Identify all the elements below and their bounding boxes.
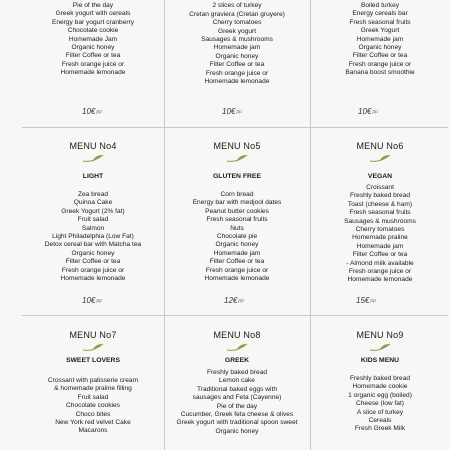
menu-item: Zea bread <box>77 191 109 198</box>
leaf-ornament-icon <box>368 153 392 163</box>
menu-item: Boiled turkey <box>360 2 400 9</box>
menu-item: Fruit salad <box>77 393 109 401</box>
menu-item: - Almond milk available <box>346 259 414 267</box>
menu-item: Fresh orange juice or <box>205 69 269 77</box>
menu-item: Traditional baked eggs with <box>196 385 278 393</box>
menu-item: Chocolate cookie <box>67 27 119 35</box>
price: 15€pp <box>356 296 376 305</box>
menu-card-4 <box>30 141 156 283</box>
menu-item: 2 slices of turkey <box>212 2 262 10</box>
menu-item: Croissant <box>366 184 394 191</box>
menu-item: & homemade praline filling <box>54 385 132 393</box>
menu-item: Cheese (low fat) <box>355 400 404 408</box>
menu-items <box>166 369 308 436</box>
menu-item: Pie of the day <box>216 402 258 410</box>
menu-item: Organic honey <box>215 241 259 249</box>
menu-item: Nuts <box>230 224 244 232</box>
menu-item: Homemade lemonade <box>347 276 413 284</box>
menu-item: Energy bar with medjool dates <box>192 199 282 207</box>
menu-item: Choco bites <box>75 410 111 418</box>
menu-item: Homemade jam <box>356 35 404 43</box>
menu-title: MENU No4 <box>69 141 117 151</box>
menu-items <box>32 2 154 78</box>
menu-item: Filter Coffee or tea <box>352 52 408 60</box>
menu-item: Chocolate pie <box>216 233 258 241</box>
leaf-ornament-icon <box>225 342 249 352</box>
menu-item: Quinoa Cake <box>73 199 113 207</box>
menu-item: Fresh seasonal fruits <box>349 18 411 26</box>
menu-card-9 <box>316 330 444 434</box>
menu-item: Organic honey <box>215 52 259 60</box>
menu-item: Organic honey <box>215 427 259 435</box>
price: 12€pp <box>224 296 244 305</box>
menu-item: Filter Coffee or tea <box>209 61 265 69</box>
column-divider <box>164 0 165 450</box>
menu-item: Fruit salad <box>77 216 109 224</box>
menu-item: Homemade cookie <box>352 383 408 391</box>
menu-title: MENU No8 <box>213 330 261 340</box>
menu-items <box>316 184 444 285</box>
menu-items <box>168 191 306 283</box>
menu-title: MENU No5 <box>213 141 261 151</box>
menu-item: Cereals <box>368 417 392 425</box>
menu-item: Macarons <box>78 427 108 435</box>
menu-item: Energy bar yogurt cranberry <box>51 18 135 26</box>
menu-item: Salmon <box>81 224 105 232</box>
menu-item: Filter Coffee or tea <box>65 258 121 266</box>
menu-item: Corn bread <box>220 191 254 198</box>
row-divider <box>22 127 448 128</box>
menu-item: Energy cereals bar <box>352 10 408 18</box>
menu-item: New York red velvet Cake <box>55 419 131 427</box>
menu-item: Fresh orange juice or <box>205 266 269 274</box>
menu-item: Homemade jam <box>213 44 261 52</box>
leaf-ornament-icon <box>225 153 249 163</box>
menu-item: 1 organic egg (boiled) <box>348 391 412 399</box>
menu-item: Crossant with patisserie cream <box>47 377 139 384</box>
menu-item: Peanut butter cookies <box>205 207 269 215</box>
leaf-ornament-icon <box>81 342 105 352</box>
menu-subtitle: KIDS MENU <box>360 357 400 364</box>
price: 10€pp <box>358 107 378 116</box>
menu-subtitle: SWEET LOVERS <box>65 357 120 364</box>
menu-item: Homemade lemonade <box>204 275 270 283</box>
menu-item: Chocolate cookies <box>66 402 120 410</box>
menu-subtitle: GREEK <box>224 357 250 364</box>
menu-items <box>166 0 308 86</box>
menu-item: Fresh orange juice or <box>348 60 412 68</box>
menu-item: Freshly baked bread <box>349 375 411 382</box>
menu-item: Homemade lemonade <box>60 69 126 77</box>
menu-item: Greek yogurt <box>217 27 257 35</box>
menu-item: Fresh seasonal fruits <box>349 209 411 217</box>
menu-items <box>316 375 444 434</box>
menu-card-7 <box>30 330 156 436</box>
menu-title: MENU No6 <box>356 141 404 151</box>
menu-item: Homemade jam <box>356 242 404 250</box>
menu-item: Greek Yogurt (2% fat) <box>61 207 125 215</box>
menu-card-2 <box>166 0 308 86</box>
menu-card-6 <box>316 141 444 285</box>
menu-item: Cucumber, Greek feta cheese & olives <box>180 411 294 419</box>
menu-items <box>30 377 156 436</box>
menu-card-8 <box>166 330 308 436</box>
menu-item: Filter Coffee or tea <box>209 258 265 266</box>
menu-item: Fresh orange juice or <box>61 60 125 68</box>
menu-items <box>30 191 156 283</box>
menu-item: Lemon cake <box>219 377 255 385</box>
menu-item: Cretan graviera (Cretan gruyere) <box>189 10 285 18</box>
menu-item: Fresh orange juice or <box>61 266 125 274</box>
menu-item: Greek yogurt with cereals <box>55 10 131 18</box>
menu-items <box>316 2 444 78</box>
row-divider <box>22 315 448 316</box>
menu-item: Sausages & mushrooms <box>344 217 416 225</box>
menu-item: Homemade jam <box>213 249 261 257</box>
menu-item: Banana boost smoothie <box>345 69 415 77</box>
menu-item: A slice of turkey <box>356 408 404 416</box>
menu-item: Greek yogurt with traditional spoon sweet <box>176 419 298 427</box>
price: 10€pp <box>82 296 102 305</box>
menu-subtitle: VEGAN <box>367 173 393 180</box>
menu-subtitle: LIGHT <box>82 173 104 180</box>
menu-item: sausages and Feta (Cayenne) <box>192 394 282 402</box>
menu-card-3 <box>316 2 444 78</box>
menu-title: MENU No9 <box>356 330 404 340</box>
menu-subtitle: GLUTEN FREE <box>213 173 261 180</box>
price: 10€pp <box>82 107 102 116</box>
menu-item: Fresh seasonal fruits <box>206 216 268 224</box>
menu-item: Filter Coffee or tea <box>65 52 121 60</box>
price: 10€pp <box>222 107 242 116</box>
menu-item: Organic honey <box>358 44 402 52</box>
menu-item: Organic honey <box>71 249 115 257</box>
menu-item: Homemade lemonade <box>60 275 126 283</box>
menu-item: Freshly baked bread <box>349 192 411 200</box>
menu-item: Cherry tomatoes <box>212 19 262 27</box>
menu-title: MENU No7 <box>69 330 117 340</box>
menu-item: Toast (cheese & ham) <box>347 200 413 208</box>
menu-card-1 <box>32 2 154 78</box>
column-divider <box>310 0 311 450</box>
menu-item: Detox cereal bar with Matcha tea <box>44 241 142 249</box>
menu-item: Cherry tomatoes <box>355 226 405 234</box>
leaf-ornament-icon <box>368 342 392 352</box>
menu-card-5 <box>168 141 306 283</box>
leaf-ornament-icon <box>81 153 105 163</box>
menu-item: Pie of the day <box>72 2 114 9</box>
menu-item: Homemade Jam <box>68 35 118 43</box>
menu-item: Fresh orange juice or <box>348 268 412 276</box>
menu-item: Fresh Greek Milk <box>354 425 406 433</box>
menu-item: Greek Yogurt <box>360 27 400 35</box>
menu-item: Homemade lemonade <box>204 78 270 86</box>
menu-item: Organic honey <box>71 44 115 52</box>
menu-item: Homemade praline <box>352 234 408 242</box>
menu-item: Sausages & mushrooms <box>201 36 273 44</box>
menu-item: Freshly baked bread <box>206 369 268 376</box>
menu-item: Light Philadelphia (Low Fat) <box>52 233 134 241</box>
menu-item: Filter Coffee or tea <box>352 251 408 259</box>
